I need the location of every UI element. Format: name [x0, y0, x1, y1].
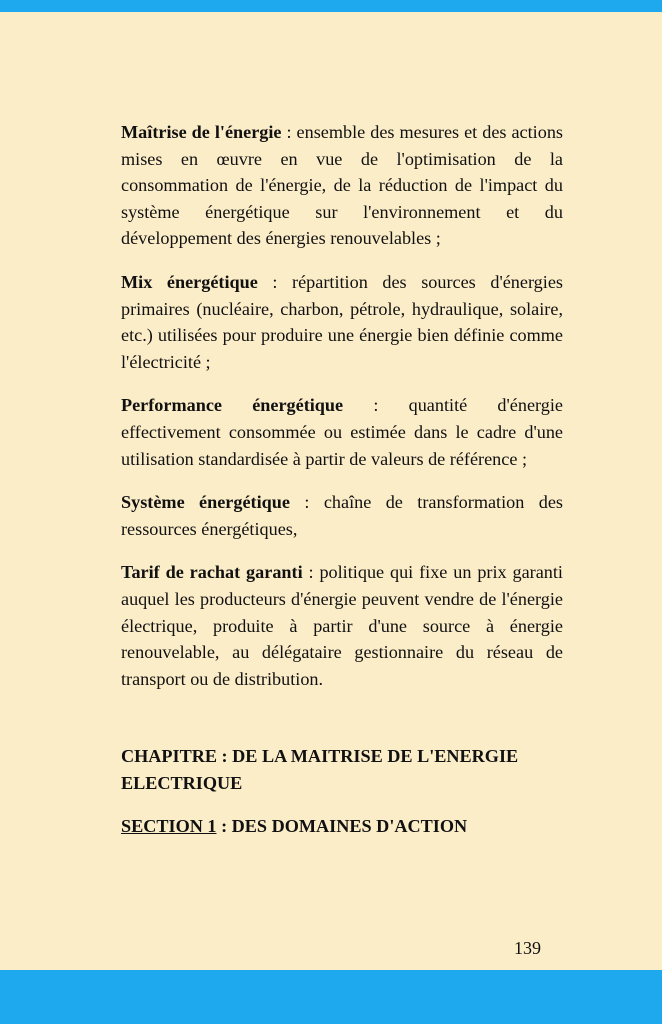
section-number: SECTION 1 — [121, 816, 217, 837]
top-band — [0, 0, 662, 12]
section-heading — [121, 813, 563, 840]
definition-text: : répartition des sources d'énergies primaires (nucléaire, charbon, pétrole, hydraulique, solaire, etc.) utilisées pour produire une énergie bien définie comme l'électricité ; — [121, 271, 563, 372]
definition-maitrise-energie — [121, 119, 563, 252]
definition-performance-energetique — [121, 392, 563, 472]
definition-text: : ensemble des mesures et des actions mises en œuvre en vue de l'optimisation de la consommation de l'énergie, de la réduction de l'impact du système énergétique sur l'environnement et du développement des énergies renouvelables ; — [121, 122, 563, 249]
bottom-band — [0, 970, 662, 1024]
definition-text: : politique qui fixe un prix garanti auquel les producteurs d'énergie peuvent vendre de l'énergie électrique, produite à partir d'une source à énergie renouvelable, au délégataire gestionnaire du réseau de transport ou de distribution. — [121, 562, 563, 689]
definition-term: Système énergétique — [121, 492, 290, 513]
spacer — [121, 709, 563, 743]
page-number: 139 — [514, 938, 541, 958]
section-title: : DES DOMAINES D'ACTION — [216, 816, 468, 837]
definition-term: Maîtrise de l'énergie — [121, 122, 282, 142]
chapter-heading: CHAPITRE : DE LA MAITRISE DE L'ENERGIE ELECTRIQUE — [121, 746, 519, 793]
document-page — [121, 119, 563, 840]
definition-term: Performance énergétique — [121, 395, 344, 416]
definition-text: : quantité d'énergie effectivement consommée ou estimée dans le cadre d'une utilisation standardisée à partir de valeurs de référence ; — [121, 395, 563, 469]
definition-text: : chaîne de transformation des ressources énergétiques, — [121, 492, 563, 539]
definition-systeme-energetique — [121, 489, 563, 542]
definition-term: Mix énergétique — [121, 271, 258, 292]
definition-mix-energetique — [121, 269, 563, 375]
definition-tarif-rachat — [121, 559, 563, 692]
definition-term: Tarif de rachat garanti — [121, 562, 303, 583]
